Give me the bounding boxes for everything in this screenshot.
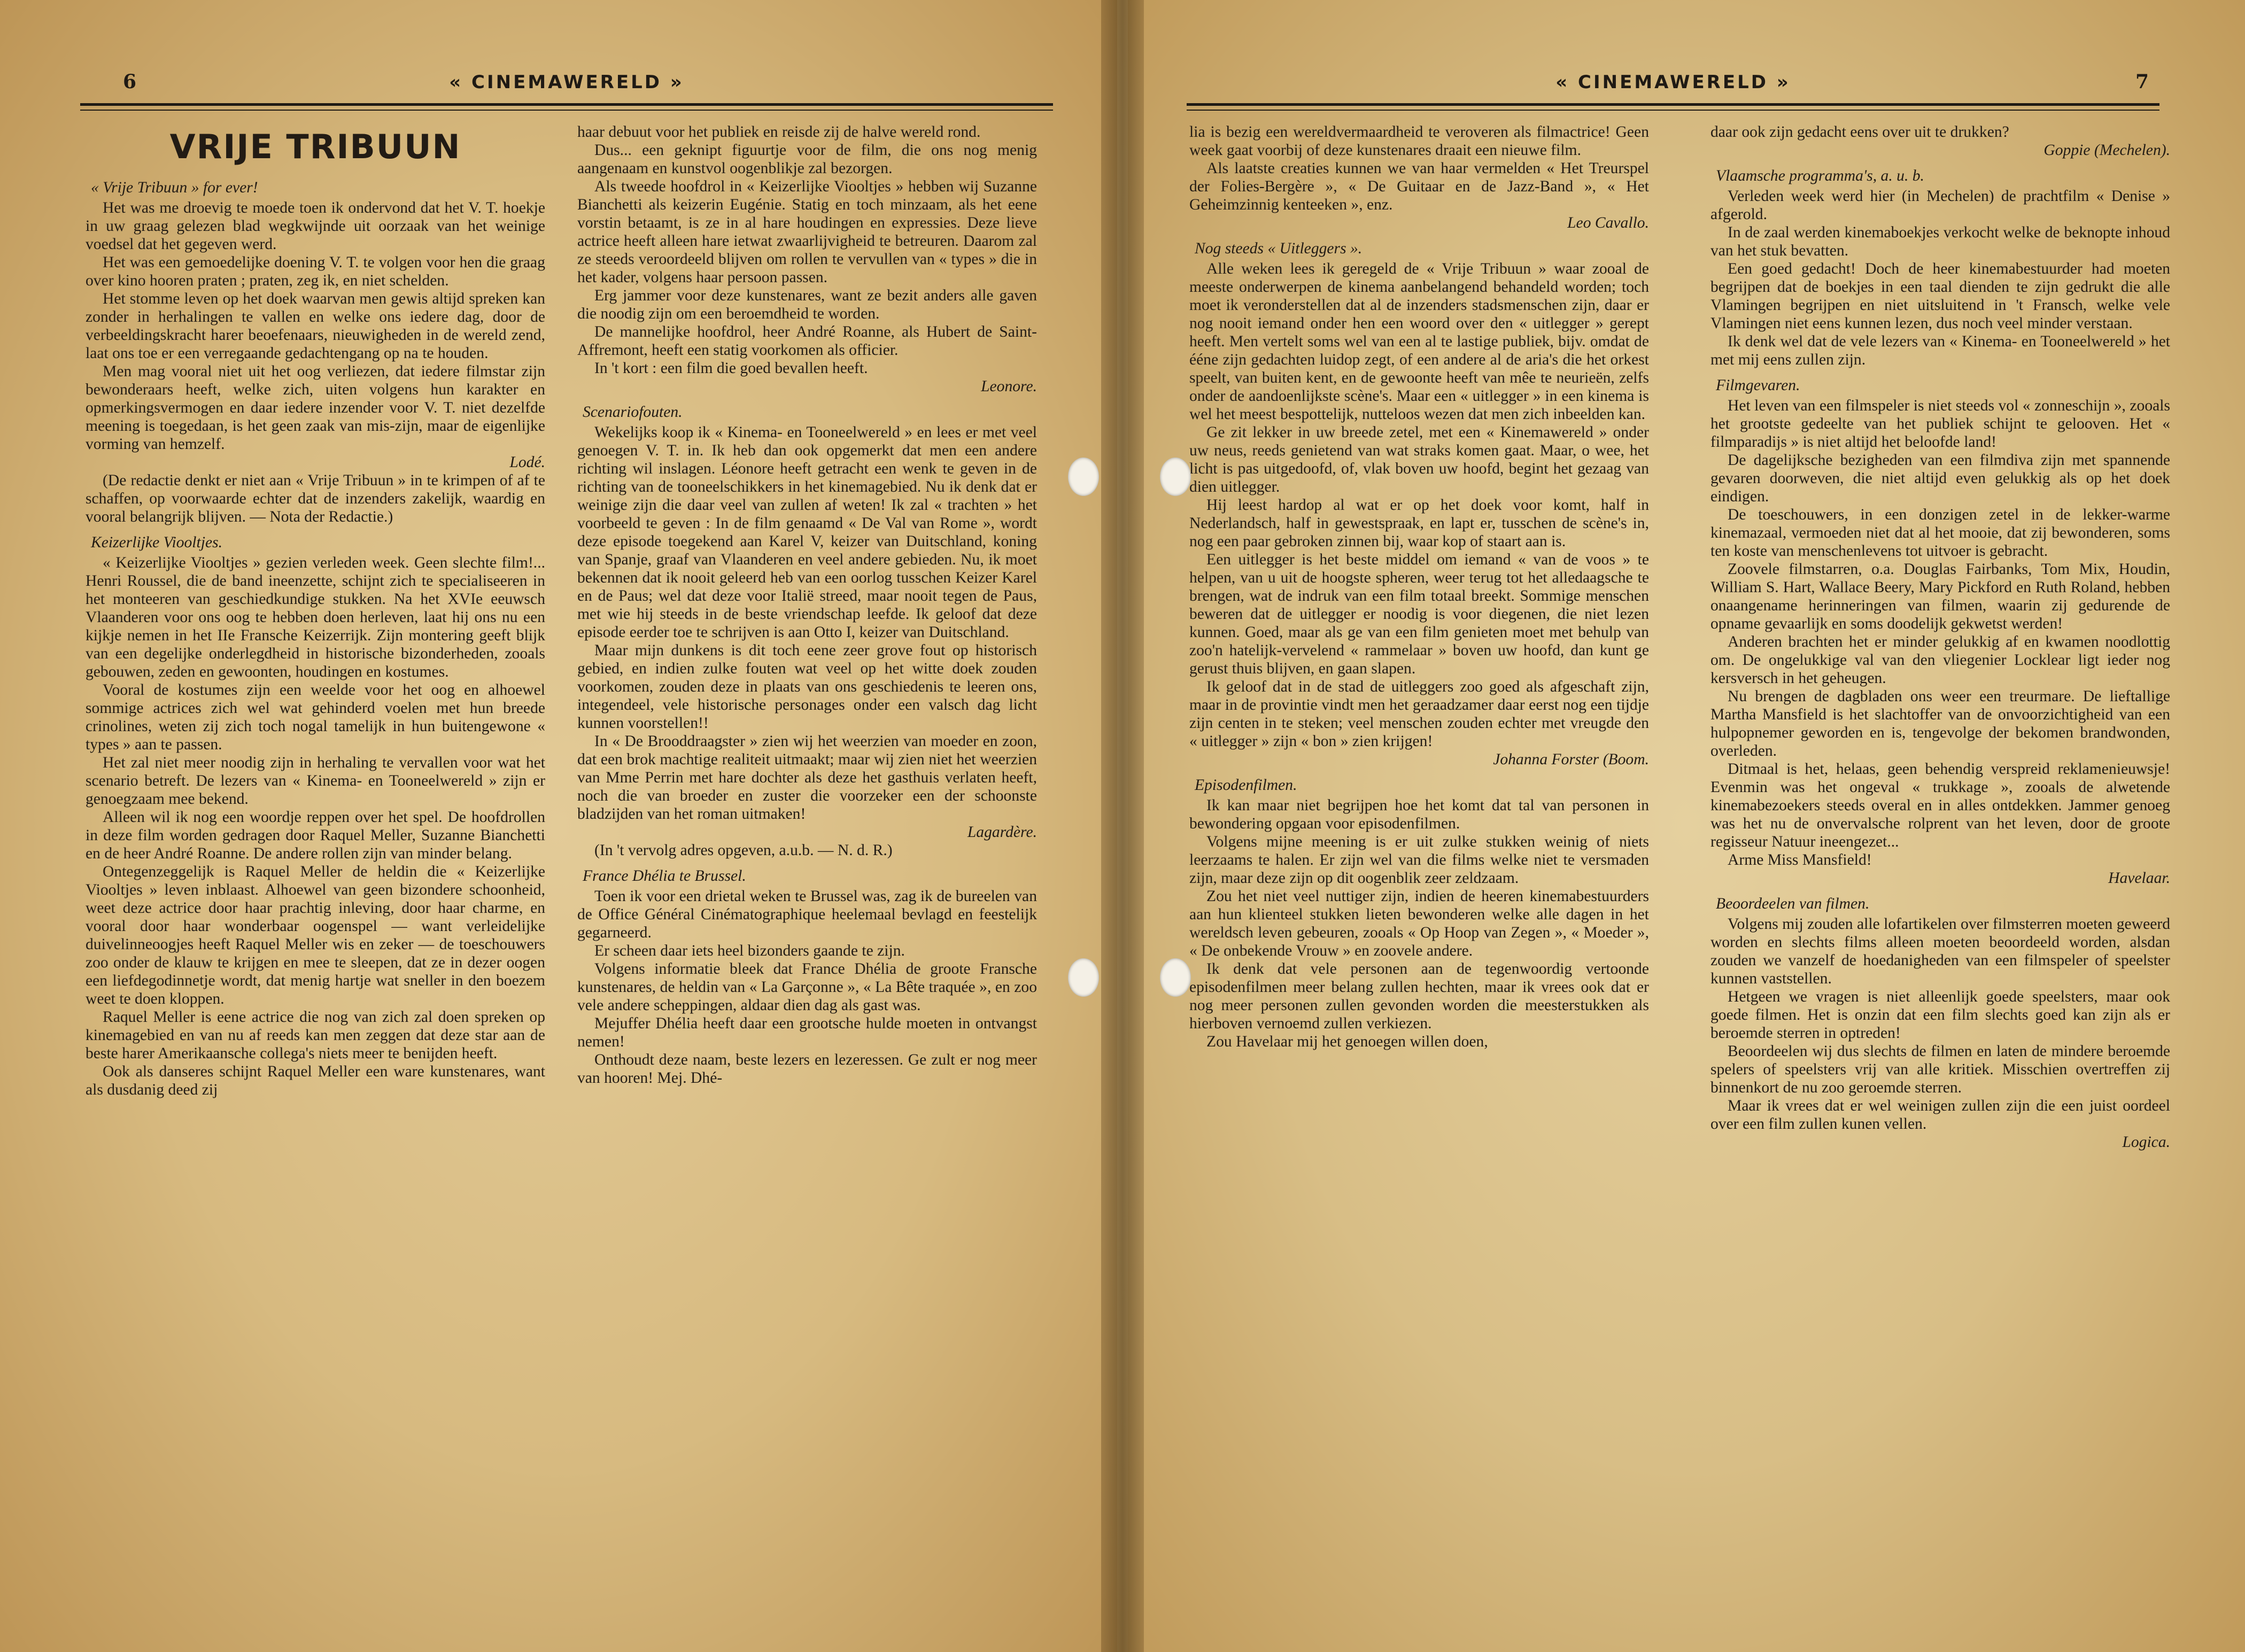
paragraph: De mannelijke hoofdrol, heer André Roanne, als Hubert de Saint-Affremont, heeft een statig voorkomen als officier.: [577, 323, 1037, 359]
paragraph: Er scheen daar iets heel bizonders gaande te zijn.: [594, 942, 905, 959]
paragraph: Raquel Meller is eene actrice die nog van zich zal doen spreken op kinemagebied en van nu af reeds kan men zeggen dat deze star aan de beste harer Amerikaansche collega's niets meer te benijden heeft.: [86, 1009, 545, 1062]
paragraph: Arme Miss Mansfield!: [1728, 851, 1872, 868]
paragraph: Erg jammer voor deze kunstenares, want ze bezit anders alle gaven die noodig zijn om een beroemdheid te worden.: [577, 287, 1037, 322]
letter-heading: Vlaamsche programma's, a. u. b.: [1716, 167, 1924, 184]
paragraph: lia is bezig een wereldvermaardheid te veroveren als filmactrice! Geen week gaat voorbij of deze kunstenares draait een nieuwe film.: [1189, 123, 1649, 159]
masthead-title-right: « CINEMAWERELD »: [1555, 72, 1791, 93]
paragraph: Ontegenzeggelijk is Raquel Meller de heldin die « Keizerlijke Viooltjes » leven inblaast. Alhoewel van geen bizondere schoonheid, weet deze actrice door haar prachtig inleving, door haar charme, en vooral door haar wonderbaar oogenspel — want verleidelijke duivelinneoogjes heeft Raquel Meller wis en zeker — de toeschouwers zoo onder de klauw te krijgen en mee te sleepen, dat ze in dezer oogen een liefdegodinnetje wordt, dat menig hartje wat sneller in den boezem weet te doen kloppen.: [86, 863, 545, 1007]
letter-signature: Lagardère.: [967, 824, 1037, 841]
staple-hole: [1160, 457, 1191, 496]
letter-heading: France Dhélia te Brussel.: [583, 867, 746, 885]
right-page: [1128, 0, 2245, 1652]
letter-heading: Beoordeelen van filmen.: [1716, 895, 1870, 912]
header-rule-right: [1187, 103, 2159, 106]
paragraph: Beoordeelen wij dus slechts de filmen en laten de mindere beroemde spelers of speelsters vrij van alle kritiek. Misschien overtreffen zij binnenkort de nu zoo geroemde sterren.: [1710, 1043, 2170, 1096]
article-column-1: [86, 123, 545, 1534]
paragraph: Hetgeen we vragen is niet alleenlijk goede speelsters, maar ook goede filmen. Het is onzin dat een film slechts goed kan zijn als er beroemde sterren in optreden!: [1710, 988, 2170, 1042]
section-title: VRIJE TRIBUUN: [169, 127, 461, 166]
paragraph: Mejuffer Dhélia heeft daar een grootsche hulde moeten in ontvangst nemen!: [577, 1015, 1037, 1050]
paragraph: Dus... een geknipt figuurtje voor de film, die ons nog menig aangenaam en kunstvol oogenblikje zal bezorgen.: [577, 142, 1037, 177]
paragraph: Anderen brachten het er minder gelukkig af en kwamen noodlottig om. De ongelukkige val van den vliegenier Locklear ligt ieder nog kersversch in het geheugen.: [1710, 633, 2170, 687]
paragraph: Toen ik voor een drietal weken te Brussel was, zag ik de bureelen van de Office Général Cinématographique heelemaal bevlagd en feestelijk gegarneerd.: [577, 888, 1037, 941]
paragraph: De dagelijksche bezigheden van een filmdiva zijn met spannende gevaren doorweven, die niet altijd even gelukkig als op het doek eindigen.: [1710, 452, 2170, 505]
right-page-header: [1187, 68, 2159, 106]
letter-signature: Lodé.: [509, 454, 545, 471]
paragraph: Onthoudt deze naam, beste lezers en lezeressen. Ge zult er nog meer van hooren! Mej. Dhé-: [577, 1051, 1037, 1087]
staple-hole: [1160, 958, 1191, 997]
paragraph: In « De Brooddraagster » zien wij het weerzien van moeder en zoon, dat een brok machtige realiteit uitmaakt; maar wij zien niet het weerzien van Mme Perrin met hare dochter als deze het gasthuis verlaten heeft, noch die van broeder en zuster die voorzeker een der schoonste bladzijden van het roman uitmaken!: [577, 733, 1037, 823]
staple-hole: [1068, 958, 1099, 997]
letter-heading: Scenariofouten.: [583, 404, 683, 421]
paragraph: Het was me droevig te moede toen ik ondervond dat het V. T. hoekje in uw graag gelezen blad wegkwijnde uit oorzaak van het weinige voedsel dat het gegeven werd.: [86, 199, 545, 253]
paragraph: Ik geloof dat in de stad de uitleggers zoo goed als afgeschaft zijn, maar in de provintie vindt men het geraadzamer daar eerst nog een tijdje zijn centen in te steken; veel menschen zouden echter met vreugde den « uitlegger » zijn « bon » zien krijgen!: [1189, 678, 1649, 750]
letter-signature: Leo Cavallo.: [1567, 214, 1649, 231]
paragraph: Volgens mijne meening is er uit zulke stukken weinig of niets leerzaams te halen. Er zijn wel van die films welke niet te versmaden zijn, maar deze zijn op dit oogenblik zeer zeldzaam.: [1189, 833, 1649, 887]
header-rule-thin-right: [1187, 110, 2159, 111]
header-rule-thin: [80, 110, 1053, 111]
paragraph: In de zaal werden kinemaboekjes verkocht welke de beknopte inhoud van het stuk bevatten.: [1710, 224, 2170, 259]
center-fold: [1101, 0, 1144, 1652]
paragraph: (De redactie denkt er niet aan « Vrije Tribuun » in te krimpen of af te schaffen, op voorwaarde echter dat de inzenders zakelijk, waardig en vooral belangrijk blijven. — Nota der Redactie.): [86, 472, 545, 525]
paragraph: Volgens mij zouden alle lofartikelen over filmsterren moeten geweerd worden en slechts films alleen moeten beoordeeld worden, alsdan zouden we vanzelf de hoedanigheden van een filmspeler of speelster kunnen vaststellen.: [1710, 916, 2170, 987]
paragraph: Ditmaal is het, helaas, geen behendig verspreid reklamenieuwsje! Evenmin was het ongeval « trukkage », zooals de alwetende kinemabezoekers steeds overal en in alles ontdekken. Jammer genoeg was het nu de onvervalsche rolprent van het leven, door de groote regisseur Natuur ineengezet...: [1710, 761, 2170, 850]
paragraph: Maar ik vrees dat er wel weinigen zullen zijn die een juist oordeel over een film zullen kunen vellen.: [1710, 1097, 2170, 1133]
left-page: [0, 0, 1117, 1652]
paragraph: Nu brengen de dagbladen ons weer een treurmare. De lieftallige Martha Mansfield is het slachtoffer van de onvoorzichtigheid van een hulpopnemer geworden en is, tengevolge der bekomen brandwonden, overleden.: [1710, 688, 2170, 759]
paragraph: Ge zit lekker in uw breede zetel, met een « Kinemawereld » onder uw neus, reeds genietend van wat straks komen gaat. Maar, o wee, het licht is pas uitgedoofd, of, vlak boven uw hoofd, begint het gezaag van dien uitlegger.: [1189, 424, 1649, 495]
paragraph: Als tweede hoofdrol in « Keizerlijke Viooltjes » hebben wij Suzanne Bianchetti als keizerin Eugénie. Statig en toch minzaam, als het eene vorstin betaamt, is ze in al hare houdingen en expressies. Deze lieve actrice heeft alleen hare ietwat zwaarlijvigheid te betreuren. Daarom zal ze steeds veroordeeld blijven om rollen te vervullen van « types » die in het kader, volgens haar persoon passen.: [577, 178, 1037, 286]
paragraph: daar ook zijn gedacht eens over uit te drukken?: [1710, 123, 2009, 141]
masthead-title: « CINEMAWERELD »: [449, 72, 684, 93]
page-number: 6: [123, 71, 137, 93]
paragraph: De toeschouwers, in een donzigen zetel in de lekker-warme kinemazaal, vermoeden niet dat al het mooie, dat zij bewonderen, soms ten koste van menschenlevens tot uitvoer is gebracht.: [1710, 506, 2170, 560]
paragraph: « Keizerlijke Viooltjes » gezien verleden week. Geen slechte film!... Henri Roussel, die de band ineenzette, schijnt zich te specialiseeren in het monteeren van geschiedkundige stukken. Na het XVIe eeuwsch Vlaanderen voor ons oog te hebben doen herleven, laat hij ons nu een kijkje nemen in het IIe Fransche Keizerrijk. Zijn montering geeft blijk van een degelijke onderlegdheid in historische bizonderheden, zooals gebouwen, zeden en gewoonten, houdingen en kostumes.: [86, 554, 545, 680]
letter-heading: Nog steeds « Uitleggers ».: [1195, 240, 1363, 257]
page-number-right: 7: [2135, 71, 2149, 93]
paragraph: Een goed gedacht! Doch de heer kinemabestuurder had moeten begrijpen dat de boekjes in een taal dienden te zijn gedrukt die alle Vlamingen begrijpen en niet uitsluitend in 't Fransch, welke vele Vlamingen niet eens kunnen lezen, dus noch veel minder verstaan.: [1710, 260, 2170, 332]
paragraph: Het was een gemoedelijke doening V. T. te volgen voor hen die graag over kino hooren praten ; praten, zeg ik, en niet schelden.: [86, 254, 545, 289]
staple-hole: [1068, 457, 1099, 496]
paragraph: Alleen wil ik nog een woordje reppen over het spel. De hoofdrollen in deze film worden gedragen door Raquel Meller, Suzanne Bianchetti en de heer André Roanne. De andere rollen zijn van minder belang.: [86, 809, 545, 862]
paragraph: Zou het niet veel nuttiger zijn, indien de heeren kinemabestuurders aan hun klienteel stukken lieten bewonderen welke alle dagen in het wereldsch leven gebeuren, zooals « Op Hoop van Zegen », « Moeder », « De onbekende Vrouw » en zoovele andere.: [1189, 888, 1649, 959]
letter-heading: « Vrije Tribuun » for ever!: [91, 179, 258, 196]
article-column-3: [1189, 123, 1649, 1534]
left-page-header: [80, 68, 1053, 106]
article-column-4: [1710, 123, 2170, 1534]
letter-signature: Leonore.: [981, 378, 1037, 395]
letter-heading: Keizerlijke Viooltjes.: [91, 534, 223, 551]
paragraph: Het leven van een filmspeler is niet steeds vol « zonneschijn », zooals het grootste gedeelte van het publiek schijnt te gelooven. Het « filmparadijs » is niet altijd het beloofde land!: [1710, 397, 2170, 451]
paragraph: Maar mijn dunkens is dit toch eene zeer grove fout op historisch gebied, en indien zulke fouten wat veel op het witte doek zouden voorkomen, zouden deze in plaats van ons geschiedenis te leeren ons, integendeel, vele historische personages onder een valsch dag licht kunnen voorstellen!!: [577, 642, 1037, 732]
letter-signature: Goppie (Mechelen).: [2043, 142, 2170, 159]
paragraph: In 't kort : een film die goed bevallen heeft.: [594, 360, 868, 377]
paragraph: Alle weken lees ik geregeld de « Vrije Tribuun » waar zooal de meeste onderwerpen de kinema aanbelangend behandeld worden; toch moet ik veronderstellen dat al de inzenders stadsmenschen zijn, daar er nog nooit iemand onder hen een woord over den « uitlegger » gerept heeft. Men vertelt soms wel van een al te lastige publiek, bijv. omdat de ééne zijn gedachten luidop zegt, of een andere al de aria's die het orkest speelt, van buiten kent, en de gewoonte heeft van mêe te neurieën, zelfs onder de aandoenlijkste scène's. Maar een « uitlegger » in een kinema is wel het meest bespottelijk, nutteloos wezen dat men zich inbeelden kan.: [1189, 260, 1649, 423]
paragraph: Een uitlegger is het beste middel om iemand « van de voos » te helpen, van u uit de hoogste spheren, weer terug tot het alledaagsche te brengen, wat de indruk van een film totaal breekt. Sommige menschen beweren dat de uitlegger er noodig is voor diegenen, die niet lezen kunnen. Goed, maar als ge van een film genieten moet met behulp van zoo'n hatelijk-vervelend « rammelaar » boven uw hoofd, dan kunt ge gerust thuis blijven, en gaan slapen.: [1189, 551, 1649, 677]
paragraph: Als laatste creaties kunnen we van haar vermelden « Het Treurspel der Folies-Bergère », « De Guitaar en de Jazz-Band », « Het Geheimzinnig kenteeken », enz.: [1189, 160, 1649, 213]
paragraph: Verleden week werd hier (in Mechelen) de prachtfilm « Denise » afgerold.: [1710, 188, 2170, 223]
paragraph: (In 't vervolg adres opgeven, a.u.b. — N. d. R.): [594, 842, 893, 859]
article-column-2: [577, 123, 1037, 1534]
paragraph: haar debuut voor het publiek en reisde zij de halve wereld rond.: [577, 123, 981, 141]
paragraph: Wekelijks koop ik « Kinema- en Tooneelwereld » en lees er met veel genoegen V. T. in. Ik heb dan ook opgemerkt dat men een andere richting wil inslagen. Léonore heeft getracht een wenk te geven in de richting van de tooneelschikkers in het kinemagebied. Nu ik denk dat er weinige zijn die daar veel van zullen af weten! Ik zal « trachten » het voorbeeld te geven : In de film genaamd « De Val van Rome », wordt deze episode toegekend aan Karel V, keizer van Duitschland, koning van Spanje, graaf van Vlaanderen en veel andere gebieden. Nu, ik moet bekennen dat ik nooit geleerd heb van een oorlog tusschen Keizer Karel en de Paus; wel dat deze voor Italië streed, maar nooit tegen de Paus, met wie hij steeds in de beste vriendschap leefde. Ik geloof dat deze episode eerder toe te schrijven is aan Otto I, keizer van Duitschland.: [577, 424, 1037, 641]
letter-signature: Havelaar.: [2108, 870, 2170, 887]
paragraph: Ik kan maar niet begrijpen hoe het komt dat tal van personen in bewondering opgaan voor episodenfilmen.: [1189, 797, 1649, 832]
paragraph: Het stomme leven op het doek waarvan men gewis altijd spreken kan zonder in herhalingen te vallen en welke ons iedere dag, door de verbeeldingskracht harer beoefenaars, nieuwigheden in de wereld zend, laat ons toe er een verregaande gedachtengang op na te houden.: [86, 290, 545, 362]
paragraph: Hij leest hardop al wat er op het doek voor komt, half in Nederlandsch, half in gewestspraak, en lapt er, tusschen de scène's in, nog een paar gebroken zinnen bij, waar kop of staart aan is.: [1189, 497, 1649, 550]
paragraph: Vooral de kostumes zijn een weelde voor het oog en alhoewel sommige actrices zich wel wat gehinderd voelen met hun breede crinolines, weten zij zich toch nogal tamelijk in hun buitengewone « types » aan te passen.: [86, 681, 545, 753]
paragraph: Ik denk dat vele personen aan de tegenwoordig vertoonde episodenfilmen meer belang zullen hechten, maar ik vrees ook dat er nog meer personen zullen gevonden worden die meesterstukken als hierboven vernoemd zullen verkiezen.: [1189, 960, 1649, 1032]
header-rule: [80, 103, 1053, 106]
paragraph: Ook als danseres schijnt Raquel Meller een ware kunstenares, want als dusdanig deed zij: [86, 1063, 545, 1098]
paragraph: Volgens informatie bleek dat France Dhélia de groote Fransche kunstenares, de heldin van « La Garçonne », « La Bête traquée », en zoo vele andere scheppingen, aldaar dien dag als gast was.: [577, 960, 1037, 1014]
letter-heading: Filmgevaren.: [1716, 377, 1800, 394]
paragraph: Zou Havelaar mij het genoegen willen doen,: [1206, 1033, 1488, 1050]
paragraph: Men mag vooral niet uit het oog verliezen, dat iedere filmstar zijn bewonderaars heeft, welke zich, uiten volgens hun karakter en opmerkingsvermogen en daar iedere inzender voor V. T. niet dezelfde meening is toegedaan, is het geen zaak van mis-zijn, maar de eigenlijke vorming van hemzelf.: [86, 363, 545, 453]
paragraph: Zoovele filmstarren, o.a. Douglas Fairbanks, Tom Mix, Houdin, William S. Hart, Wallace Beery, Mary Pickford en Ruth Roland, hebben onaangename herinneringen van filmen, waarin zij gedurende de opname gevaarlijk en soms doodelijk gekwetst werden!: [1710, 561, 2170, 632]
letter-heading: Episodenfilmen.: [1195, 777, 1297, 794]
paragraph: Ik denk wel dat de vele lezers van « Kinema- en Tooneelwereld » het met mij eens zullen zijn.: [1710, 333, 2170, 368]
letter-signature: Logica.: [2122, 1134, 2170, 1151]
paragraph: Het zal niet meer noodig zijn in herhaling te vervallen voor wat het scenario betreft. De lezers van « Kinema- en Tooneelwereld » zijn er genoegzaam mee bekend.: [86, 754, 545, 808]
letter-signature: Johanna Forster (Boom.: [1493, 751, 1649, 768]
